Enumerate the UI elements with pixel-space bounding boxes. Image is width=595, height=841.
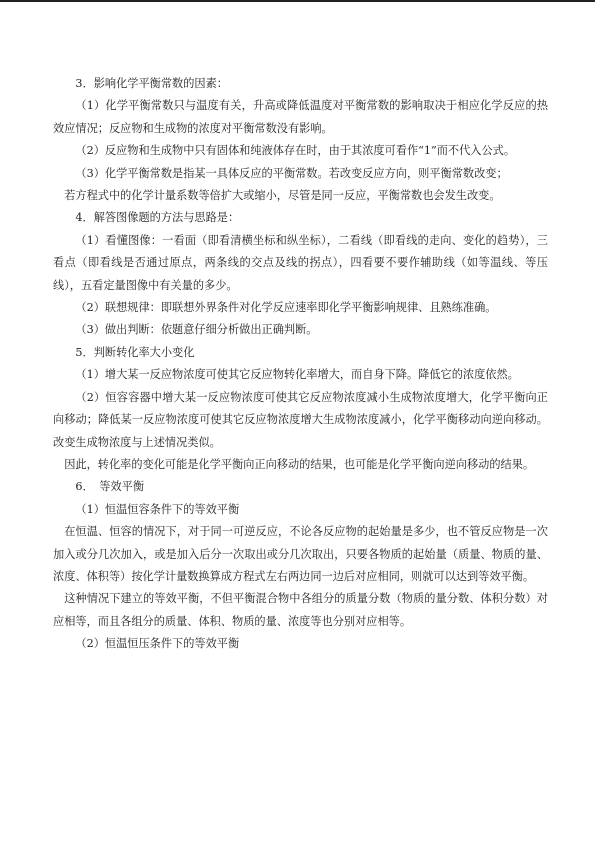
paragraph: 因此，转化率的变化可能是化学平衡向正向移动的结果，也可能是化学平衡向逆向移动的结果。 [64,457,535,471]
subheading: （2）恒温恒压条件下的等效平衡 [75,637,240,651]
paragraph: （2）联想规律：即联想外界条件对化学反应速率即化学平衡影响规律、且熟练准确。 [75,301,497,315]
heading-6: 6． 等效平衡 [75,480,145,494]
paragraph: （1）看懂图像：一看面（即看清横坐标和纵坐标），二看线（即看线的走向、变化的趋势），三看点（即看线是否通过原点，两条线的交点及线的拐点），四看要不要作辅助线（如等温线、等压线），五看定量图像中有关量的多少。 [53,233,548,292]
paragraph: 在恒温、恒容的情况下，对于同一可逆反应，不论各反应物的起始量是多少，也不管反应物是一次加入或分几次加入，或是加入后分一次取出或分几次取出，只要各物质的起始量（质量、物质的量、浓度、体积等）按化学计量数换算成方程式左右两边同一边后对应相同，则就可以达到等效平衡。 [53,525,548,583]
subheading: （1）恒温恒容条件下的等效平衡 [75,502,240,516]
paragraph: （1）化学平衡常数只与温度有关，升高或降低温度对平衡常数的影响取决于相应化学反应的热效应情况；反应物和生成物的浓度对平衡常数没有影响。 [53,99,548,135]
paragraph: （3）做出判断：依题意仔细分析做出正确判断。 [75,323,318,337]
paragraph: （2）恒容容器中增大某一反应物浓度可使其它反应物浓度减小生成物浓度增大，化学平衡向正向移动；降低某一反应物浓度可使其它反应物浓度增大生成物浓度减小，化学平衡移动向逆向移动。改变生成物浓度与上述情况类似。 [53,390,548,449]
paragraph: 这种情况下建立的等效平衡，不但平衡混合物中各组分的质量分数（物质的量分数、体积分数）对应相等，而且各组分的质量、体积、物质的量、浓度等也分别对应相等。 [53,592,548,628]
heading-3: 3．影响化学平衡常数的因素： [75,77,228,90]
paragraph: （2）反应物和生成物中只有固体和纯液体存在时，由于其浓度可看作“1”而不代入公式。 [75,144,516,158]
heading-5: 5．判断转化率大小变化 [75,345,195,359]
header-rule [0,0,595,2]
paragraph: （1）增大某一反应物浓度可使其它反应物转化率增大，而自身下降。降低它的浓度依然。 [75,368,519,382]
heading-4: 4．解答图像题的方法与思路是： [75,211,240,225]
document-body [53,73,548,656]
paragraph: （3）化学平衡常数是指某一具体反应的平衡常数。若改变反应方向，则平衡常数改变； [75,166,508,180]
paragraph: 若方程式中的化学计量系数等倍扩大或缩小，尽管是同一反应，平衡常数也会发生改变。 [64,189,501,203]
